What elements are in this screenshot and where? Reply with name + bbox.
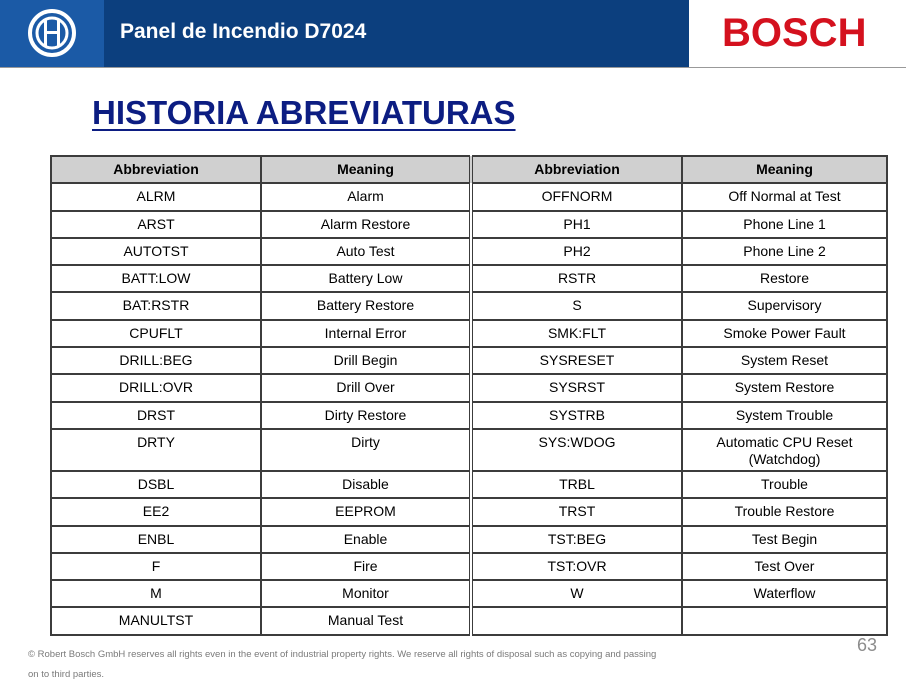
abbreviation-cell	[471, 607, 682, 634]
page-number: 63	[857, 635, 878, 655]
abbreviation-cell: BATT:LOW	[51, 265, 261, 292]
meaning-cell: Drill Begin	[261, 347, 471, 374]
abbreviations-table	[50, 155, 888, 636]
meaning-cell: System Restore	[682, 374, 887, 401]
page-heading: HISTORIA ABREVIATURAS	[92, 94, 516, 131]
table-header-row	[51, 156, 887, 183]
table-row	[51, 374, 887, 401]
meaning-cell: EEPROM	[261, 498, 471, 525]
abbreviation-cell: DRTY	[51, 429, 261, 471]
table-row	[51, 429, 887, 471]
column-header: Abbreviation	[51, 156, 261, 183]
abbreviation-cell: RSTR	[471, 265, 682, 292]
abbreviation-cell: SYSTRB	[471, 402, 682, 429]
meaning-cell: Dirty	[261, 429, 471, 471]
abbreviation-cell: ENBL	[51, 526, 261, 553]
meaning-cell	[682, 607, 887, 634]
table-row	[51, 183, 887, 210]
column-header: Meaning	[261, 156, 471, 183]
abbreviation-cell: PH2	[471, 238, 682, 265]
abbreviation-cell: W	[471, 580, 682, 607]
abbreviation-cell: M	[51, 580, 261, 607]
abbreviation-cell: EE2	[51, 498, 261, 525]
meaning-cell: Phone Line 2	[682, 238, 887, 265]
meaning-cell: Manual Test	[261, 607, 471, 634]
meaning-cell: Off Normal at Test	[682, 183, 887, 210]
slide-header	[0, 0, 906, 67]
table-row	[51, 553, 887, 580]
meaning-cell: Test Over	[682, 553, 887, 580]
meaning-cell: Battery Restore	[261, 292, 471, 319]
abbreviation-cell: CPUFLT	[51, 320, 261, 347]
abbreviation-cell: F	[51, 553, 261, 580]
meaning-cell: Trouble Restore	[682, 498, 887, 525]
meaning-cell: Monitor	[261, 580, 471, 607]
meaning-cell: Internal Error	[261, 320, 471, 347]
abbreviation-cell: TRST	[471, 498, 682, 525]
abbreviation-cell: MANULTST	[51, 607, 261, 634]
meaning-cell: Trouble	[682, 471, 887, 498]
bosch-armature-icon	[27, 7, 77, 59]
table-row	[51, 292, 887, 319]
table-row	[51, 580, 887, 607]
abbreviation-cell: S	[471, 292, 682, 319]
column-header: Abbreviation	[471, 156, 682, 183]
meaning-cell: Drill Over	[261, 374, 471, 401]
table-row	[51, 347, 887, 374]
abbreviation-cell: BAT:RSTR	[51, 292, 261, 319]
abbreviation-cell: PH1	[471, 211, 682, 238]
table-row	[51, 526, 887, 553]
table-row	[51, 471, 887, 498]
abbreviation-cell: SMK:FLT	[471, 320, 682, 347]
meaning-cell: Alarm	[261, 183, 471, 210]
abbreviation-cell: DRILL:OVR	[51, 374, 261, 401]
meaning-cell: Supervisory	[682, 292, 887, 319]
table-row	[51, 211, 887, 238]
abbreviation-cell: DRST	[51, 402, 261, 429]
meaning-cell: Test Begin	[682, 526, 887, 553]
table-row	[51, 498, 887, 525]
brand-logo: BOSCH	[722, 11, 867, 55]
abbreviation-cell: ARST	[51, 211, 261, 238]
abbreviation-cell: ALRM	[51, 183, 261, 210]
slide-title: Panel de Incendio D7024	[120, 20, 367, 43]
header-divider	[0, 67, 906, 68]
abbreviation-cell: SYSRESET	[471, 347, 682, 374]
table-row	[51, 607, 887, 634]
meaning-cell: Alarm Restore	[261, 211, 471, 238]
copyright-notice: © Robert Bosch GmbH reserves all rights even in the event of industrial property rights. We reserve all rights of disposal such as copying and passing on to third parties.	[28, 649, 657, 680]
title-bar	[104, 0, 689, 67]
table-row	[51, 238, 887, 265]
meaning-cell: Automatic CPU Reset (Watchdog)	[682, 429, 887, 471]
meaning-cell: Fire	[261, 553, 471, 580]
meaning-cell: Restore	[682, 265, 887, 292]
logo-box	[0, 0, 104, 67]
meaning-cell: Battery Low	[261, 265, 471, 292]
meaning-cell: System Reset	[682, 347, 887, 374]
column-header: Meaning	[682, 156, 887, 183]
abbreviation-cell: TST:BEG	[471, 526, 682, 553]
meaning-cell: Dirty Restore	[261, 402, 471, 429]
abbreviation-cell: SYS:WDOG	[471, 429, 682, 471]
abbreviation-cell: DRILL:BEG	[51, 347, 261, 374]
abbreviation-cell: OFFNORM	[471, 183, 682, 210]
abbreviation-cell: DSBL	[51, 471, 261, 498]
table-row	[51, 265, 887, 292]
abbreviation-cell: SYSRST	[471, 374, 682, 401]
meaning-cell: Waterflow	[682, 580, 887, 607]
meaning-cell: Disable	[261, 471, 471, 498]
abbreviation-cell: TST:OVR	[471, 553, 682, 580]
meaning-cell: Enable	[261, 526, 471, 553]
meaning-cell: Smoke Power Fault	[682, 320, 887, 347]
meaning-cell: System Trouble	[682, 402, 887, 429]
abbreviation-cell: TRBL	[471, 471, 682, 498]
abbreviation-cell: AUTOTST	[51, 238, 261, 265]
meaning-cell: Phone Line 1	[682, 211, 887, 238]
meaning-cell: Auto Test	[261, 238, 471, 265]
table-row	[51, 402, 887, 429]
table-row	[51, 320, 887, 347]
